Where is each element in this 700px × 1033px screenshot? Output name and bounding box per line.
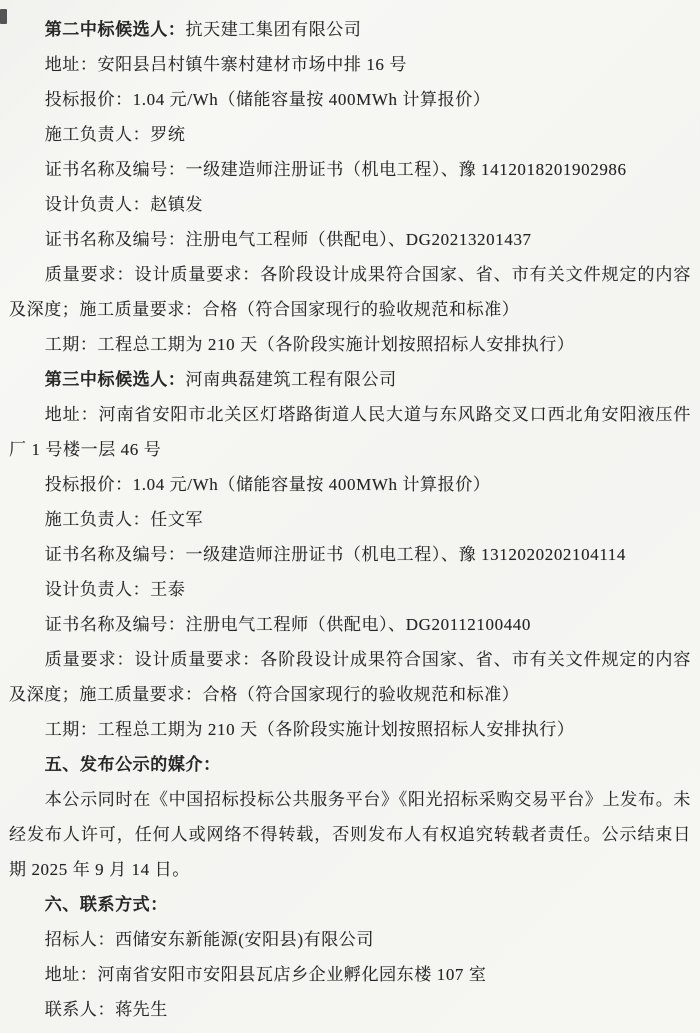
paragraph-label: 第三中标候选人： [44, 370, 186, 389]
paragraph: 设计负责人：王泰 [44, 580, 186, 599]
paragraph: 施工负责人：任文军 [44, 510, 204, 529]
paragraph-label: 第二中标候选人： [44, 20, 186, 39]
paragraph: 本公示同时在《中国招标投标公共服务平台》《阳光招标采购交易平台》上发布。未经发布人许可，任何人或网络不得转载，否则发布人有权追究转载者责任。公示结束日期 2025 年 9 月 14 日。 [9, 790, 691, 879]
section-heading: 六、联系方式： [44, 895, 168, 914]
paragraph: 证书名称及编号：注册电气工程师（供配电）、DG20213201437 [44, 230, 532, 249]
document-body [9, 12, 691, 1027]
paragraph: 联系人：蒋先生 [44, 1000, 168, 1019]
paragraph: 证书名称及编号：一级建造师注册证书（机电工程）、豫 1412018201902986 [44, 160, 627, 179]
paragraph: 投标报价：1.04 元/Wh（储能容量按 400MWh 计算报价） [44, 90, 491, 109]
paragraph: 证书名称及编号：一级建造师注册证书（机电工程）、豫 1312020202104114 [44, 545, 627, 564]
paragraph: 设计负责人：赵镇发 [44, 195, 204, 214]
scan-artifact [0, 9, 7, 24]
paragraph: 工期：工程总工期为 210 天（各阶段实施计划按照招标人安排执行） [44, 720, 575, 739]
paragraph: 施工负责人：罗统 [44, 125, 186, 144]
paragraph-text: 河南典磊建筑工程有限公司 [185, 370, 397, 389]
paragraph [9, 362, 691, 397]
paragraph: 地址：河南省安阳市安阳县瓦店乡企业孵化园东楼 107 室 [44, 965, 487, 984]
paragraph [9, 12, 691, 47]
paragraph: 招标人：西储安东新能源(安阳县)有限公司 [44, 930, 375, 949]
section-heading: 五、发布公示的媒介： [44, 755, 221, 774]
paragraph-text: 抗天建工集团有限公司 [185, 20, 362, 39]
paragraph: 工期：工程总工期为 210 天（各阶段实施计划按照招标人安排执行） [44, 335, 575, 354]
paragraph: 质量要求：设计质量要求：各阶段设计成果符合国家、省、市有关文件规定的内容及深度；施工质量要求：合格（符合国家现行的验收规范和标准） [9, 650, 691, 704]
paragraph: 证书名称及编号：注册电气工程师（供配电）、DG20112100440 [44, 615, 532, 634]
paragraph: 地址：河南省安阳市北关区灯塔路街道人民大道与东风路交叉口西北角安阳液压件厂 1 号楼一层 46 号 [9, 405, 691, 459]
paragraph: 投标报价：1.04 元/Wh（储能容量按 400MWh 计算报价） [44, 475, 491, 494]
paragraph: 质量要求：设计质量要求：各阶段设计成果符合国家、省、市有关文件规定的内容及深度；施工质量要求：合格（符合国家现行的验收规范和标准） [9, 265, 691, 319]
paragraph: 地址：安阳县吕村镇牛寨村建材市场中排 16 号 [44, 55, 407, 74]
